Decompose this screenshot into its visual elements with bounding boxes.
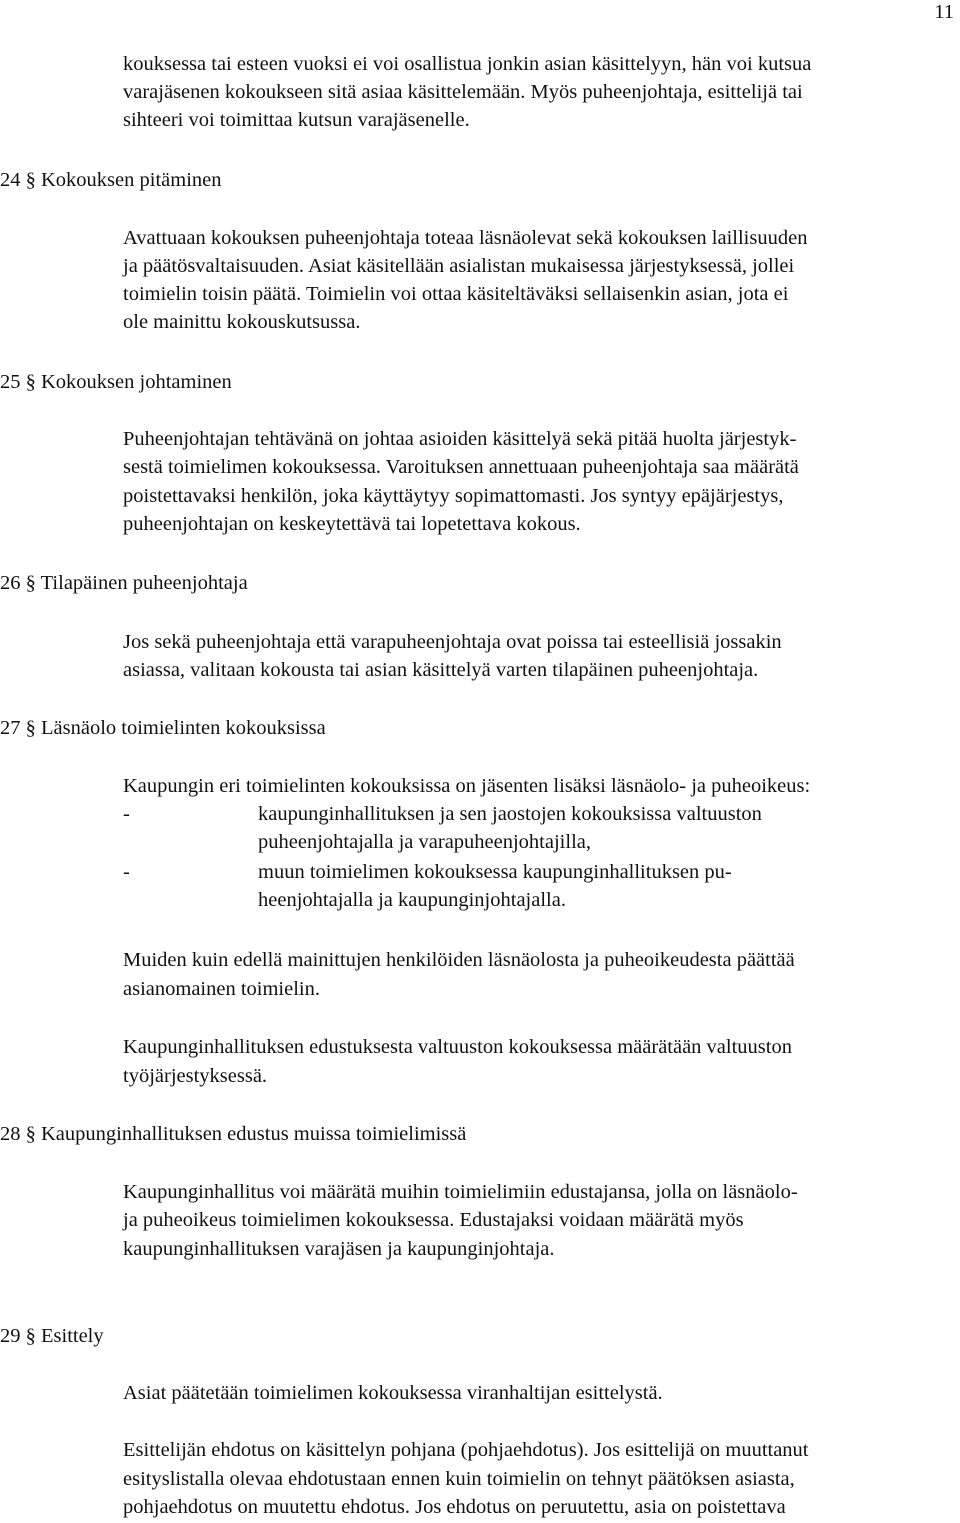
- section-heading: 27 § Läsnäolo toimielinten kokouksissa: [0, 717, 326, 739]
- text-line: Jos sekä puheenjohtaja että varapuheenjohtaja ovat poissa tai esteellisiä jossakin: [123, 631, 782, 653]
- text-line: Muiden kuin edellä mainittujen henkilöiden läsnäolosta ja puheoikeudesta päättää: [123, 949, 795, 971]
- text-line: työjärjestyksessä.: [123, 1065, 268, 1087]
- text-line: Kaupungin eri toimielinten kokouksissa on jäsenten lisäksi läsnäolo- ja puheoikeus:: [123, 775, 811, 797]
- text-line: esityslistalla olevaa ehdotustaan ennen kuin toimielin on tehnyt päätöksen asiasta,: [123, 1468, 795, 1490]
- text-line: ja puheoikeus toimielimen kokouksessa. Edustajaksi voidaan määrätä myös: [123, 1209, 744, 1231]
- list-item-line: muun toimielimen kokouksessa kaupunginhallituksen pu-: [258, 861, 732, 883]
- section-heading: 28 § Kaupunginhallituksen edustus muissa toimielimissä: [0, 1123, 467, 1145]
- text-line: sihteeri voi toimittaa kutsun varajäsenelle.: [123, 109, 470, 131]
- text-line: sestä toimielimen kokouksessa. Varoituksen annettuaan puheenjohtaja saa määrätä: [123, 456, 799, 478]
- section-heading: 26 § Tilapäinen puheenjohtaja: [0, 572, 248, 594]
- text-line: pohjaehdotus on muutettu ehdotus. Jos ehdotus on peruutettu, asia on poistettava: [123, 1496, 786, 1518]
- text-line: asiassa, valitaan kokousta tai asian käsittelyä varten tilapäinen puheenjohtaja.: [123, 659, 759, 681]
- section-heading: 25 § Kokouksen johtaminen: [0, 371, 232, 393]
- section-heading: 24 § Kokouksen pitäminen: [0, 169, 222, 191]
- section-heading: 29 § Esittely: [0, 1325, 104, 1347]
- text-line: Asiat päätetään toimielimen kokouksessa viranhaltijan esittelystä.: [123, 1382, 663, 1404]
- text-line: Kaupunginhallituksen edustuksesta valtuuston kokouksessa määrätään valtuuston: [123, 1036, 792, 1058]
- list-item-line: puheenjohtajalla ja varapuheenjohtajilla,: [258, 831, 591, 853]
- text-line: kaupunginhallituksen varajäsen ja kaupunginjohtaja.: [123, 1238, 555, 1260]
- text-line: Kaupunginhallitus voi määrätä muihin toimielimiin edustajansa, jolla on läsnäolo-: [123, 1181, 798, 1203]
- page-number: 11: [934, 1, 954, 23]
- text-line: varajäsenen kokoukseen sitä asiaa käsittelemään. Myös puheenjohtaja, esittelijä tai: [123, 81, 803, 103]
- text-line: Puheenjohtajan tehtävänä on johtaa asioiden käsittelyä sekä pitää huolta järjestyk-: [123, 428, 797, 450]
- text-line: ja päätösvaltaisuuden. Asiat käsitellään asialistan mukaisessa järjestyksessä, jollei: [123, 255, 795, 277]
- list-item-line: kaupunginhallituksen ja sen jaostojen kokouksissa valtuuston: [258, 803, 762, 825]
- text-line: kouksessa tai esteen vuoksi ei voi osallistua jonkin asian käsittelyyn, hän voi kutsua: [123, 53, 812, 75]
- text-line: puheenjohtajan on keskeytettävä tai lopetettava kokous.: [123, 513, 581, 535]
- list-marker: -: [123, 803, 130, 825]
- text-line: asianomainen toimielin.: [123, 978, 320, 1000]
- text-line: toimielin toisin päätä. Toimielin voi ottaa käsiteltäväksi sellaisenkin asian, jota ei: [123, 283, 789, 305]
- list-item-line: heenjohtajalla ja kaupunginjohtajalla.: [258, 889, 566, 911]
- text-line: poistettavaksi henkilön, joka käyttäytyy sopimattomasti. Jos syntyy epäjärjestys,: [123, 485, 784, 507]
- text-line: ole mainittu kokouskutsussa.: [123, 311, 361, 333]
- text-line: Avattuaan kokouksen puheenjohtaja toteaa läsnäolevat sekä kokouksen laillisuuden: [123, 227, 808, 249]
- text-line: Esittelijän ehdotus on käsittelyn pohjana (pohjaehdotus). Jos esittelijä on muuttanut: [123, 1439, 809, 1461]
- list-marker: -: [123, 861, 130, 883]
